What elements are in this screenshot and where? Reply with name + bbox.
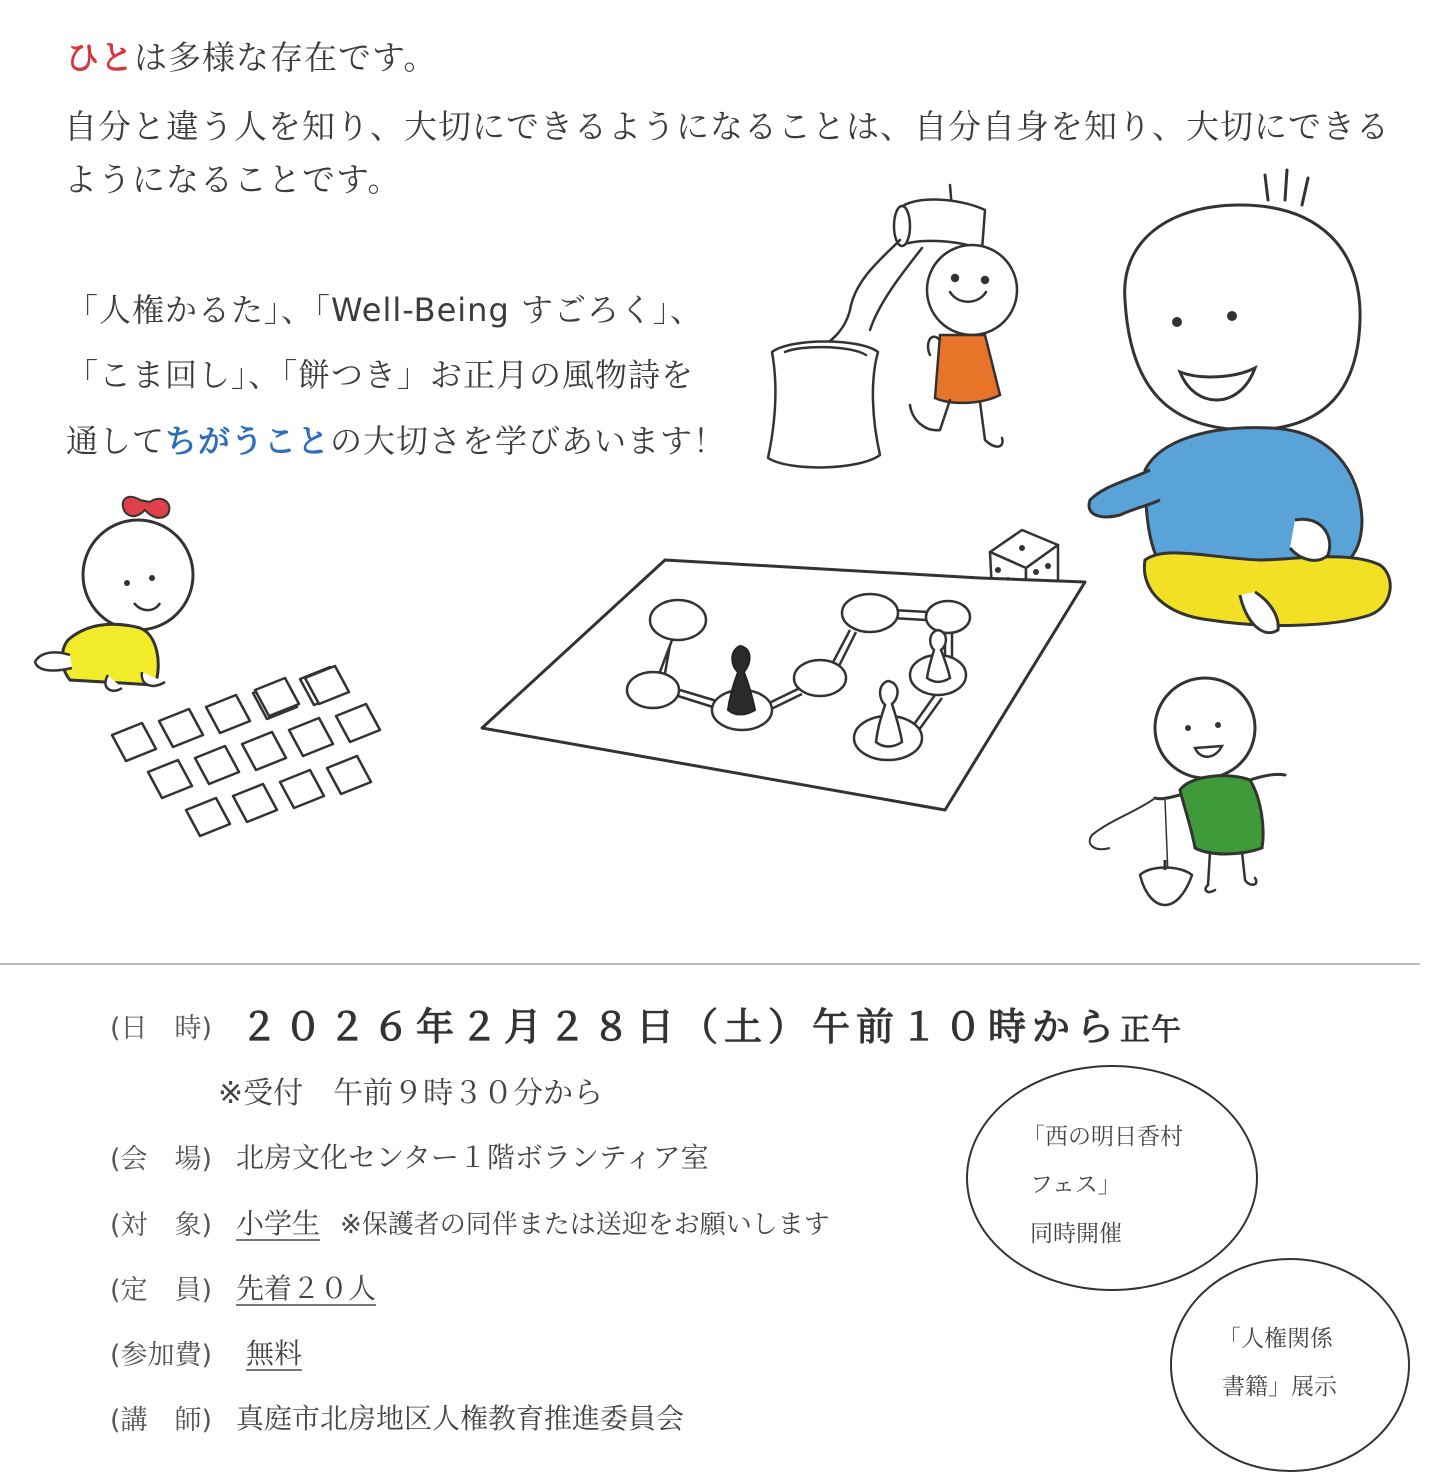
datetime-label: (日 時) — [110, 1013, 213, 1044]
activities-line-1: 「人権かるた」、「Well-Being すごろく」、 — [66, 291, 703, 329]
target-note: ※保護者の同伴または送迎をお願いします — [340, 1210, 830, 1240]
intro-line-1-rest: は多様な存在です。 — [134, 38, 438, 77]
fes-line-2: フェス」 — [1030, 1172, 1121, 1198]
fes-line-1: 「西の明日香村 — [1022, 1124, 1183, 1150]
intro-line-2: 自分と違う人を知り、大切にできるようになることは、自分自身を知り、大切にできる — [64, 107, 1390, 146]
books-line-1: 「人権関係 — [1218, 1326, 1333, 1352]
fes-line-3: 同時開催 — [1030, 1221, 1122, 1247]
karuta-card — [280, 770, 324, 808]
activities-line-3 — [66, 416, 726, 462]
sitting-child-illustration — [1080, 160, 1420, 650]
activities-line-3-post: の大切さを学びあいます！ — [330, 422, 727, 460]
activities-highlight-chigau: ちがうこと — [165, 422, 331, 460]
karuta-card — [289, 718, 333, 756]
activities-line-3-pre: 通して — [66, 422, 166, 460]
activities-line-2: 「こま回し」、「餅つき」お正月の風物詩を — [66, 356, 695, 394]
reception-time: ※受付 午前９時３０分から — [218, 1076, 604, 1111]
karuta-card — [233, 784, 277, 822]
karuta-card — [242, 732, 286, 770]
karuta-card — [148, 760, 192, 798]
karuta-card — [112, 723, 156, 761]
mochi-pounding-illustration — [760, 175, 1040, 485]
target-row — [236, 1202, 830, 1242]
intro-line-1 — [66, 32, 437, 79]
books-line-2: 書籍」展示 — [1222, 1374, 1337, 1400]
sugoroku-board-illustration — [480, 555, 1090, 815]
karuta-card — [206, 695, 250, 733]
intro-highlight-hito: ひと — [66, 38, 134, 77]
datetime-value — [240, 996, 1182, 1051]
section-divider — [0, 963, 1420, 965]
karuta-card — [159, 709, 203, 747]
karuta-card — [336, 704, 380, 742]
spinning-top-child-illustration — [1080, 675, 1295, 915]
venue-label: (会 場) — [110, 1144, 213, 1175]
fee-label: (参加費) — [110, 1340, 213, 1371]
target-value: 小学生 — [236, 1207, 321, 1240]
datetime-suffix: 正午 — [1120, 1013, 1183, 1048]
intro-line-3: ようになることです。 — [64, 160, 402, 199]
fee-value: 無料 — [246, 1337, 303, 1370]
lecturer-label: (講 師) — [110, 1405, 213, 1436]
venue-value: 北房文化センター１階ボランティア室 — [236, 1141, 709, 1174]
karuta-card — [327, 756, 371, 794]
karuta-card — [195, 746, 239, 784]
capacity-value: 先着２０人 — [236, 1272, 377, 1305]
lecturer-value: 真庭市北房地区人権教育推進委員会 — [236, 1402, 685, 1435]
target-label: (対 象) — [110, 1210, 213, 1241]
capacity-label: (定 員) — [110, 1275, 213, 1306]
datetime-main: ２０２６年２月２８日（土）午前１０時から — [240, 1005, 1121, 1049]
karuta-cards-illustration — [105, 660, 405, 860]
karuta-card — [186, 798, 230, 836]
